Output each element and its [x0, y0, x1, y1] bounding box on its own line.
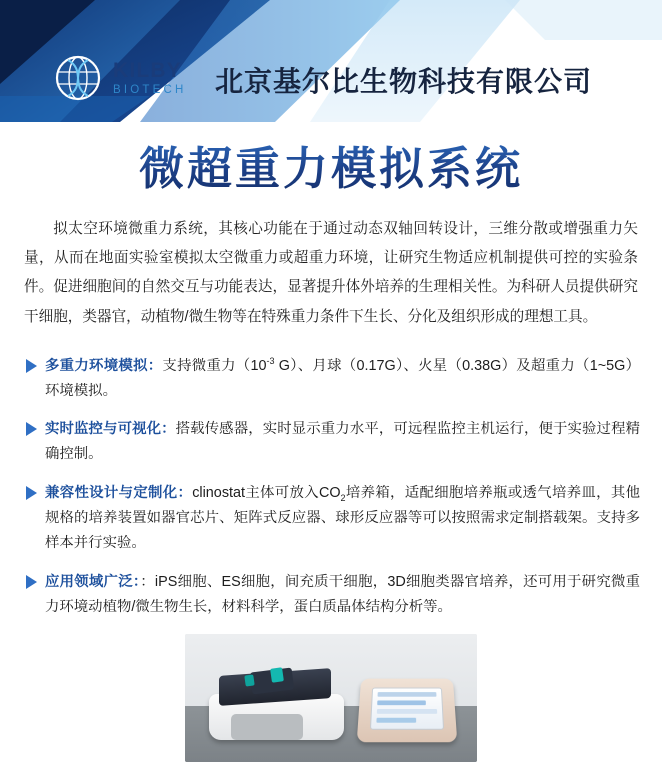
bullet-triangle-icon: [26, 575, 37, 589]
feature-text: [45, 481, 640, 557]
feature-text-body: 搭载传感器，实时显示重力水平，可远程监控主机运行，便于实验过程精确控制。: [45, 421, 640, 463]
feature-label: 兼容性设计与定制化：: [45, 484, 193, 501]
feature-label: 实时监控与可视化：: [45, 421, 176, 438]
header-banner: [0, 0, 662, 122]
product-photo-image: [185, 634, 477, 762]
list-item: [26, 481, 640, 557]
list-item: [26, 417, 640, 467]
feature-text-pre: 支持微重力（10: [162, 357, 267, 374]
feature-text-body: ：iPS细胞、ES细胞，间充质干细胞，3D细胞类器官培养，还可用于研究微重力环境动植物/微生物生长，材料科学，蛋白质晶体结构分析等。: [45, 573, 640, 615]
product-photo: [185, 634, 477, 762]
logo-subtitle: BIOTECH: [113, 83, 187, 96]
feature-text: [45, 417, 640, 467]
controller-unit: [357, 679, 458, 743]
culture-flask-teal-2: [244, 674, 254, 686]
feature-superscript: -3: [266, 355, 275, 366]
feature-text: [45, 354, 640, 404]
feature-label: 多重力环境模拟：: [45, 357, 163, 374]
clinostat-base-opening: [231, 714, 303, 740]
feature-text-post: 培养箱，适配细胞培养瓶或透气培养皿，其他规格的培养装置如器官芯片、矩阵式反应器、球形反应器等可以按照需求定制搭载架。支持多样本并行实验。: [45, 484, 640, 552]
feature-label: 应用领域广泛：: [45, 573, 141, 590]
feature-list: [26, 354, 640, 620]
logo: [52, 52, 187, 104]
feature-text-post: G）、月球（0.17G）、火星（0.38G）及超重力（1~5G）环境模拟。: [45, 357, 640, 399]
bullet-triangle-icon: [26, 359, 37, 373]
list-item: [26, 570, 640, 620]
bullet-triangle-icon: [26, 486, 37, 500]
bullet-triangle-icon: [26, 422, 37, 436]
list-item: [26, 354, 640, 404]
logo-name: KILBY: [113, 58, 182, 82]
controller-touchscreen: [370, 688, 444, 730]
feature-subscript: 2: [340, 492, 346, 503]
feature-text: [45, 570, 640, 620]
company-name: 北京基尔比生物科技有限公司: [215, 66, 593, 97]
dna-globe-icon: [52, 52, 104, 104]
feature-text-pre: clinostat主体可放入CO: [192, 484, 341, 501]
culture-flask-teal-1: [270, 667, 284, 683]
intro-paragraph: 拟太空环境微重力系统，其核心功能在于通过动态双轴回转设计，三维分散或增强重力矢量，从而在地面实验室模拟太空微重力或超重力环境，让研究生物适应机制提供可控的实验条件。促进细胞间的自然交互与功能表达，显著提升体外培养的生理相关性。为科研人员提供研究干细胞，类器官，动植物/微生物等在特殊重力条件下生长、分化及组织形成的理想工具。: [24, 221, 638, 325]
page-title: 微超重力模拟系统: [0, 132, 662, 197]
